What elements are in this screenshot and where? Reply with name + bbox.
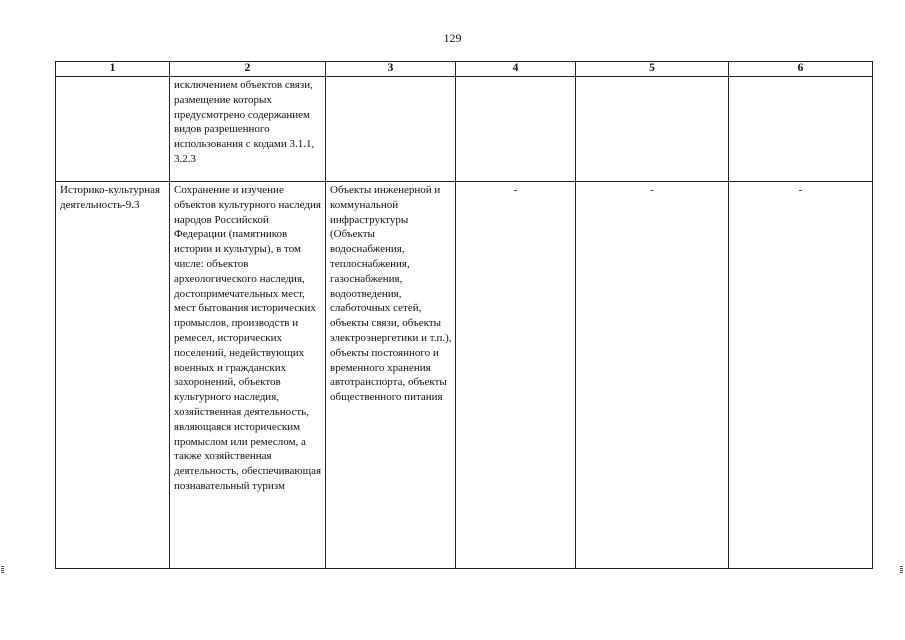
scan-edge-mark-left <box>1 566 4 574</box>
cell-text: - <box>513 184 518 196</box>
column-header-3: 3 <box>326 62 456 77</box>
table-cell <box>170 77 326 182</box>
table-cell <box>729 77 873 182</box>
table-cell <box>456 77 576 182</box>
table-cell <box>326 182 456 569</box>
cell-text <box>326 77 455 78</box>
table-cell <box>170 182 326 569</box>
table-cell <box>56 182 170 569</box>
column-header-6: 6 <box>729 62 873 77</box>
table-cell <box>456 182 576 569</box>
land-use-description: Сохранение и изучение объектов культурного наследия народов Российской Федерации (памятников истории и культуры), в том числе: объектов археологического наследия, достопримечательных мест, мест бытования исторических промыслов, производств и ремесел, исторических поселений, недействующих военных и гражданских захоронений, объектов культурного наследия, хозяйственная деятельность, являющаяся историческим промыслом или ремеслом, а также хозяйственная деятельность, обеспечивающая познавательный туризм <box>174 184 322 492</box>
zoning-table <box>55 61 873 569</box>
cell-text <box>729 77 872 78</box>
page-number: 129 <box>443 31 462 45</box>
land-use-type: Историко-культурная деятельность-9.3 <box>60 184 161 211</box>
cell-text: исключением объектов связи, размещение которых предусмотрено содержанием видов разрешенного использования с кодами 3.1.1, 3.2.3 <box>174 79 315 165</box>
table-row <box>56 182 873 569</box>
auxiliary-uses: Объекты инженерной и коммунальной инфраструктуры (Объекты водоснабжения, теплоснабжения, газоснабжения, водоотведения, слаботочных сетей, объекты связи, объекты электроэнергетики и т.п.), объекты постоянного и временного хранения автотранспорта, объекты общественного питания <box>330 184 452 404</box>
column-header-1: 1 <box>56 62 170 77</box>
table-cell <box>326 77 456 182</box>
column-header-4: 4 <box>456 62 576 77</box>
cell-text: - <box>798 184 803 196</box>
cell-text: - <box>650 184 654 196</box>
table-header-row <box>56 62 873 77</box>
table-cell <box>576 182 729 569</box>
table-cell <box>576 77 729 182</box>
column-header-5: 5 <box>576 62 729 77</box>
cell-text <box>456 77 575 78</box>
column-header-2: 2 <box>170 62 326 77</box>
cell-text <box>576 77 728 78</box>
cell-text <box>56 77 169 78</box>
table-cell <box>56 77 170 182</box>
table-row <box>56 77 873 182</box>
table-cell <box>729 182 873 569</box>
scan-edge-mark-right <box>900 566 903 574</box>
